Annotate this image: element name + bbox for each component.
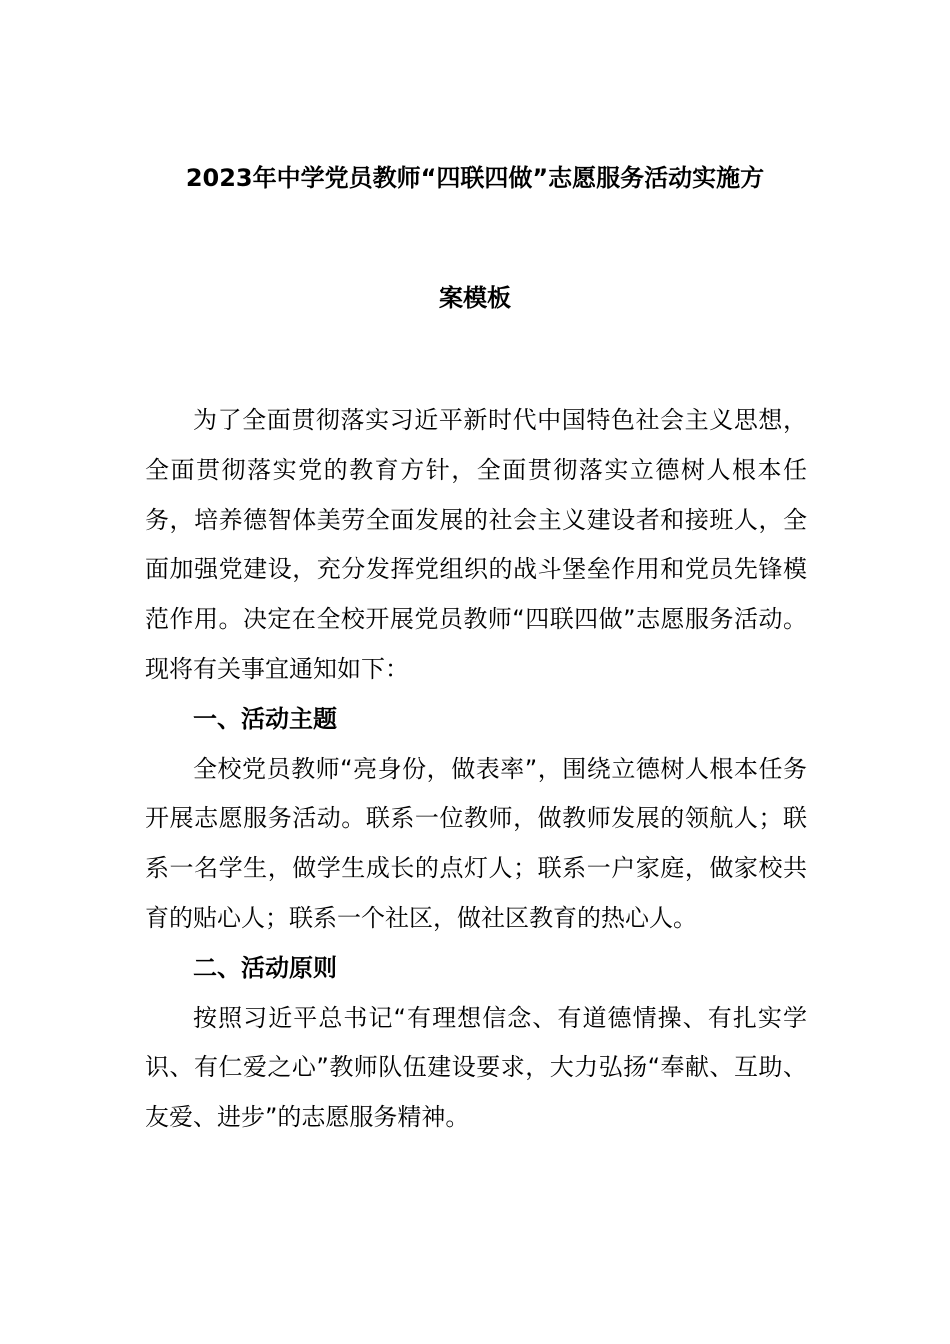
section-heading-theme: 一、活动主题	[193, 704, 337, 733]
document-body	[145, 396, 807, 1143]
section-heading-principles: 二、活动原则	[193, 953, 337, 982]
document-title-line-1: 2023年中学党员教师“四联四做”志愿服务活动实施方	[185, 164, 765, 192]
section-body-principles: 按照习近平总书记“有理想信念、有道德情操、有扎实学识、有仁爱之心”教师队伍建设要求，大力弘扬“奉献、互助、友爱、进步”的志愿服务精神。	[145, 1003, 807, 1132]
section-body-theme: 全校党员教师“亮身份，做表率”，围绕立德树人根本任务开展志愿服务活动。联系一位教师，做教师发展的领航人；联系一名学生，做学生成长的点灯人；联系一户家庭，做家校共育的贴心人；联系一个社区，做社区教育的热心人。	[145, 754, 807, 932]
intro-paragraph: 为了全面贯彻落实习近平新时代中国特色社会主义思想，全面贯彻落实党的教育方针，全面贯彻落实立德树人根本任务，培养德智体美劳全面发展的社会主义建设者和接班人，全面加强党建设，充分发挥党组织的战斗堡垒作用和党员先锋模范作用。决定在全校开展党员教师“四联四做”志愿服务活动。现将有关事宜通知如下：	[145, 406, 807, 683]
document-title-line-2: 案模板	[439, 284, 511, 312]
